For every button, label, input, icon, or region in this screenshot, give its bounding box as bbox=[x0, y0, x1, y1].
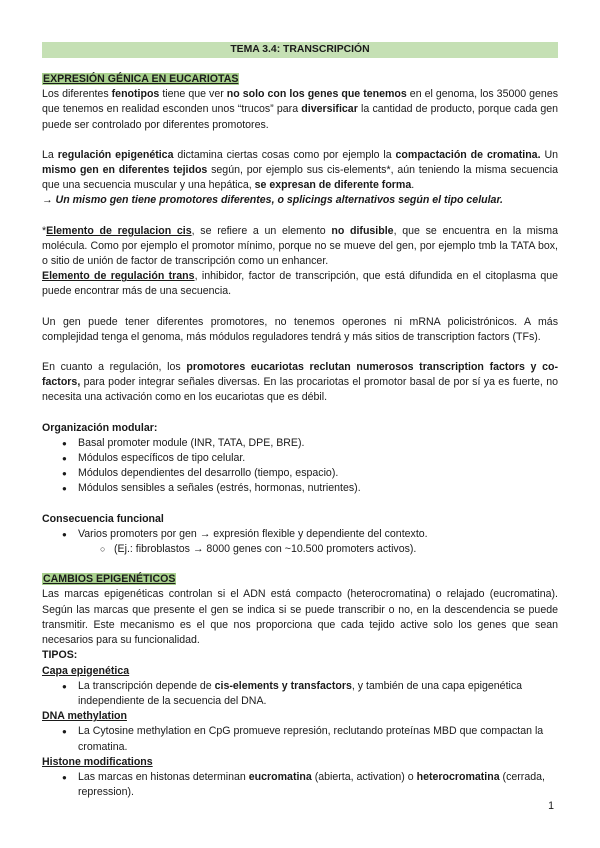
list-item: ● Módulos sensibles a señales (estrés, hormonas, nutrientes). bbox=[42, 481, 558, 496]
section-heading-expresion: EXPRESIÓN GÉNICA EN EUCARIOTAS bbox=[43, 73, 239, 85]
list-item: ● Módulos específicos de tipo celular. bbox=[42, 451, 558, 466]
histone-heading: Histone modifications bbox=[42, 755, 153, 768]
list-item: ○ (Ej.: fibroblastos → 8000 genes con ~10.500 promoters activos). bbox=[42, 542, 558, 557]
consequence-list bbox=[42, 527, 558, 542]
paragraph: Un gen puede tener diferentes promotores, no tenemos operones ni mRNA policistrónicos. A más complejidad tenga el genoma, más módulos reguladores tendrá y más sitios de transcription factors (TFs). bbox=[42, 315, 558, 343]
page-content bbox=[42, 42, 558, 800]
modular-heading: Organización modular: bbox=[42, 421, 158, 434]
paragraph: Elemento de regulación trans, inhibidor, factor de transcripción, que está difundida en el citoplasma que puede encontrar más de una secuencia. bbox=[42, 270, 558, 298]
dna-methylation-heading: DNA methylation bbox=[42, 710, 127, 723]
list-item: ● La transcripción depende de cis-elements y transfactors, y también de una capa epigenética independiente de la secuencia del DNA. bbox=[42, 679, 558, 709]
paragraph: Los diferentes fenotipos tiene que ver no solo con los genes que tenemos en el genoma, los 35000 genes que tenemos en realidad esconden unos “trucos” para diversificar la cantidad de producto, porque cada gen puede ser controlado por diferentes promotores. bbox=[42, 88, 559, 131]
paragraph: *Elemento de regulacion cis, se refiere a un elemento no difusible, que se encuentra en la misma molécula. Como por ejemplo el promotor mínimo, porque no se mueve del gen, por ejemplo tmb la TATA box, o sitio de unión de factor de transcripción como un enhancer. bbox=[42, 224, 559, 268]
capa-list bbox=[42, 679, 558, 709]
capa-heading: Capa epigenética bbox=[42, 664, 130, 677]
list-item: ● Las marcas en histonas determinan eucromatina (abierta, activation) o heterocromatina (cerrada, repression). bbox=[42, 770, 558, 800]
dna-list bbox=[42, 724, 558, 754]
paragraph: La regulación epigenética dictamina ciertas cosas como por ejemplo la compactación de cromatina. Un mismo gen en diferentes tejidos según, por ejemplo sus cis-elements*, aún teniendo la misma secuencia que una secuencia muscular y una hepática, se expresan de diferente forma. bbox=[42, 148, 558, 192]
tipos-label: TIPOS: bbox=[42, 649, 78, 662]
histone-list bbox=[42, 770, 558, 800]
page-number: 1 bbox=[548, 800, 554, 812]
list-item: ● Módulos dependientes del desarrollo (tiempo, espacio). bbox=[42, 466, 558, 481]
modular-list bbox=[42, 436, 558, 497]
page-title: TEMA 3.4: TRANSCRIPCIÓN bbox=[42, 42, 558, 58]
section-heading-epigeneticos: CAMBIOS EPIGENÉTICOS bbox=[43, 573, 176, 586]
consequence-sublist bbox=[42, 542, 558, 557]
arrow-note: → Un mismo gen tiene promotores diferentes, o splicings alternativos según el tipo celular. bbox=[42, 194, 503, 207]
paragraph: En cuanto a regulación, los promotores eucariotas reclutan numerosos transcription factors y co-factors, para poder integrar señales diversas. En las procariotas el promotor basal de por sí ya es fuerte, no necesita una activación como en los eucariotas que es débil. bbox=[42, 361, 558, 404]
list-item: ● Varios promoters por gen → expresión flexible y dependiente del contexto. bbox=[42, 527, 558, 542]
list-item: ● Basal promoter module (INR, TATA, DPE, BRE). bbox=[42, 436, 558, 451]
consequence-heading: Consecuencia funcional bbox=[42, 512, 164, 525]
paragraph: Las marcas epigenéticas controlan si el ADN está compacto (heterocromatina) o relajado (eucromatina). Según las marcas que presente el gen se indica si se puede transcribir o no, en la descendencia se puede transmitir. Este mecanismo es el que nos proporciona que cada tejido active solo los genes que sean necesarios para su funcionalidad. bbox=[42, 588, 558, 647]
list-item: ● La Cytosine methylation en CpG promueve represión, reclutando proteínas MBD que compactan la cromatina. bbox=[42, 724, 558, 754]
